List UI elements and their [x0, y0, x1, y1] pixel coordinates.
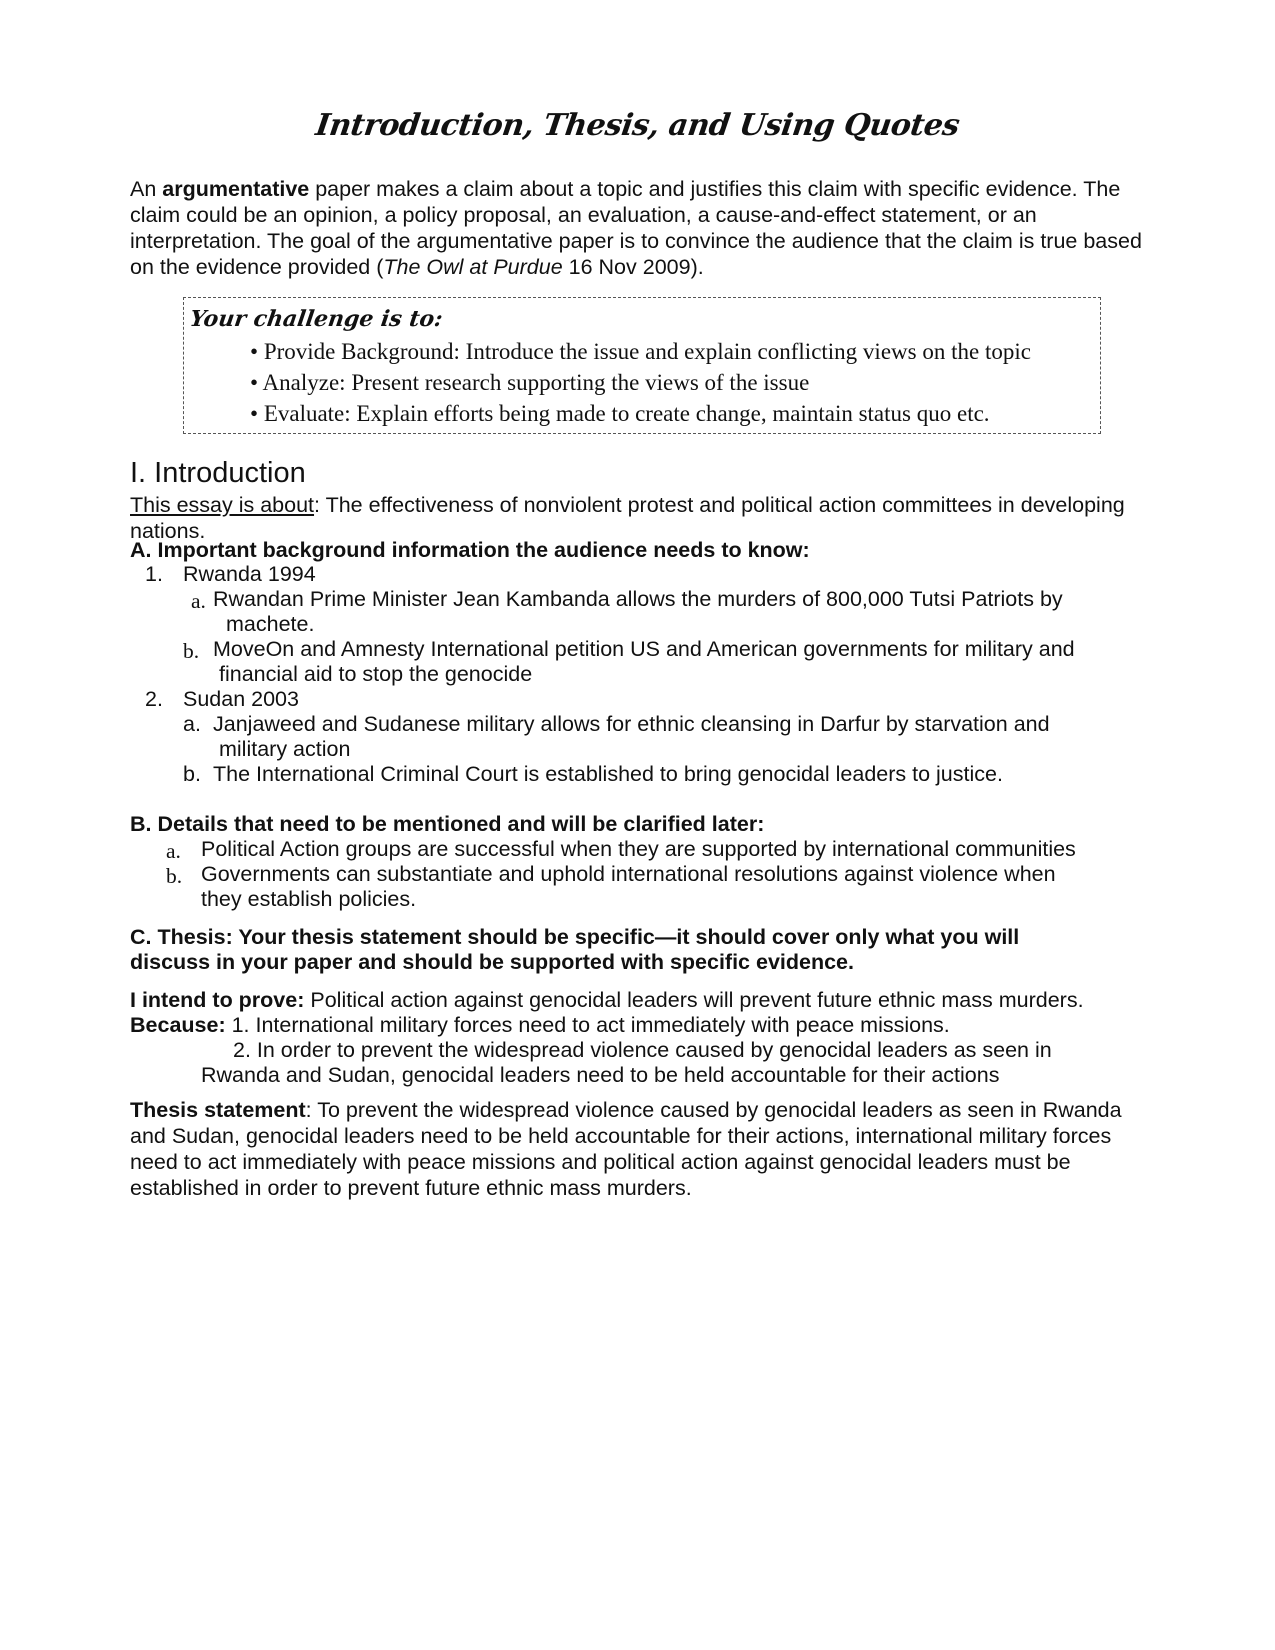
thesis-label: Thesis statement — [130, 1098, 306, 1122]
essay-about-text: : The effectiveness of nonviolent protest and political action committees in developing nations. — [130, 493, 1125, 543]
sub-item-line: financial aid to stop the genocide — [219, 662, 533, 686]
part-a-heading: A. Important background information the audience needs to know: — [130, 538, 810, 562]
part-c-heading-line: C. Thesis: Your thesis statement should be specific—it should cover only what you will — [130, 925, 1020, 949]
sub-item-line: military action — [219, 737, 351, 761]
sub-marker: a. — [191, 589, 206, 613]
because-label: Because: — [130, 1013, 226, 1037]
because-reason-2-cont: Rwanda and Sudan, genocidal leaders need to be held accountable for their actions — [201, 1063, 1000, 1087]
bullet-icon: • — [250, 339, 264, 364]
essay-about-label: This essay is about — [130, 493, 315, 517]
sub-item-line: they establish policies. — [201, 887, 417, 911]
challenge-item-text: Evaluate: Explain efforts being made to create change, maintain status quo etc. — [263, 401, 990, 426]
because-reason-1: 1. International military forces need to act immediately with peace missions. — [225, 1013, 950, 1037]
bullet-icon: • — [250, 370, 263, 395]
sub-marker: a. — [183, 712, 201, 736]
challenge-item — [250, 367, 1031, 398]
sub-item-line: Governments can substantiate and uphold international resolutions against violence when — [201, 862, 1056, 886]
intro-bold-term: argumentative — [162, 177, 310, 201]
page-title: Introduction, Thesis, and Using Quotes — [313, 108, 962, 143]
intro-citation-source: The Owl at Purdue — [383, 255, 563, 279]
intro-paragraph — [130, 176, 1150, 280]
sub-item-line: MoveOn and Amnesty International petition US and American governments for military and — [213, 637, 1075, 661]
sub-item-line: Janjaweed and Sudanese military allows for ethnic cleansing in Darfur by starvation and — [213, 712, 1050, 736]
sub-item-line: machete. — [226, 612, 315, 636]
sub-marker: b. — [183, 762, 201, 786]
part-b-heading: B. Details that need to be mentioned and will be clarified later: — [130, 812, 765, 836]
challenge-heading: Your challenge is to: — [188, 306, 445, 332]
section-heading: I. Introduction — [130, 457, 306, 489]
challenge-item — [250, 336, 1031, 367]
prove-line — [130, 987, 1084, 1013]
bullet-icon: • — [250, 401, 264, 426]
list-number: 2. — [145, 687, 163, 711]
intro-text-1: paper makes a claim about a topic and justifies this claim with specific evidence. The claim could be an opinion, a policy proposal, an evaluation, a cause-and-effect statement, or an interpretation. The goal of the argumentative paper is to convince the audience that the claim is true based on the evidence provided ( — [130, 177, 1142, 279]
prove-label: I intend to prove: — [130, 988, 305, 1012]
part-c-heading-line: discuss in your paper and should be supported with specific evidence. — [130, 950, 854, 974]
sub-item-line: The International Criminal Court is established to bring genocidal leaders to justice. — [213, 762, 1003, 786]
sub-marker: b. — [183, 639, 200, 663]
list-item-label: Rwanda 1994 — [183, 562, 316, 586]
sub-marker: a. — [166, 839, 181, 863]
challenge-item — [250, 398, 1031, 429]
sub-item-line: Political Action groups are successful when they are supported by international communities — [201, 837, 1076, 861]
prove-text: Political action against genocidal leaders will prevent future ethnic mass murders. — [304, 988, 1084, 1012]
challenge-item-text: Provide Background: Introduce the issue and explain conflicting views on the topic — [263, 339, 1031, 364]
sub-item-line: Rwandan Prime Minister Jean Kambanda allows the murders of 800,000 Tutsi Patriots by — [213, 587, 1063, 611]
challenge-item-text: Analyze: Present research supporting the views of the issue — [262, 370, 810, 395]
thesis-statement — [130, 1097, 1130, 1201]
intro-prefix: An — [130, 177, 163, 201]
challenge-box — [183, 297, 1101, 434]
thesis-text: : To prevent the widespread violence caused by genocidal leaders as seen in Rwanda and Sudan, genocidal leaders need to be held accountable for their actions, international military forces need to act immediately with peace missions and political action against genocidal leaders must be established in order to prevent future ethnic mass murders. — [130, 1098, 1122, 1200]
list-item-label: Sudan 2003 — [183, 687, 299, 711]
challenge-list — [250, 336, 1031, 429]
sub-marker: b. — [166, 864, 183, 888]
list-number: 1. — [145, 562, 163, 586]
because-reason-2: 2. In order to prevent the widespread violence caused by genocidal leaders as seen in — [233, 1038, 1052, 1062]
because-line — [130, 1012, 950, 1038]
intro-text-2: 16 Nov 2009). — [562, 255, 704, 279]
